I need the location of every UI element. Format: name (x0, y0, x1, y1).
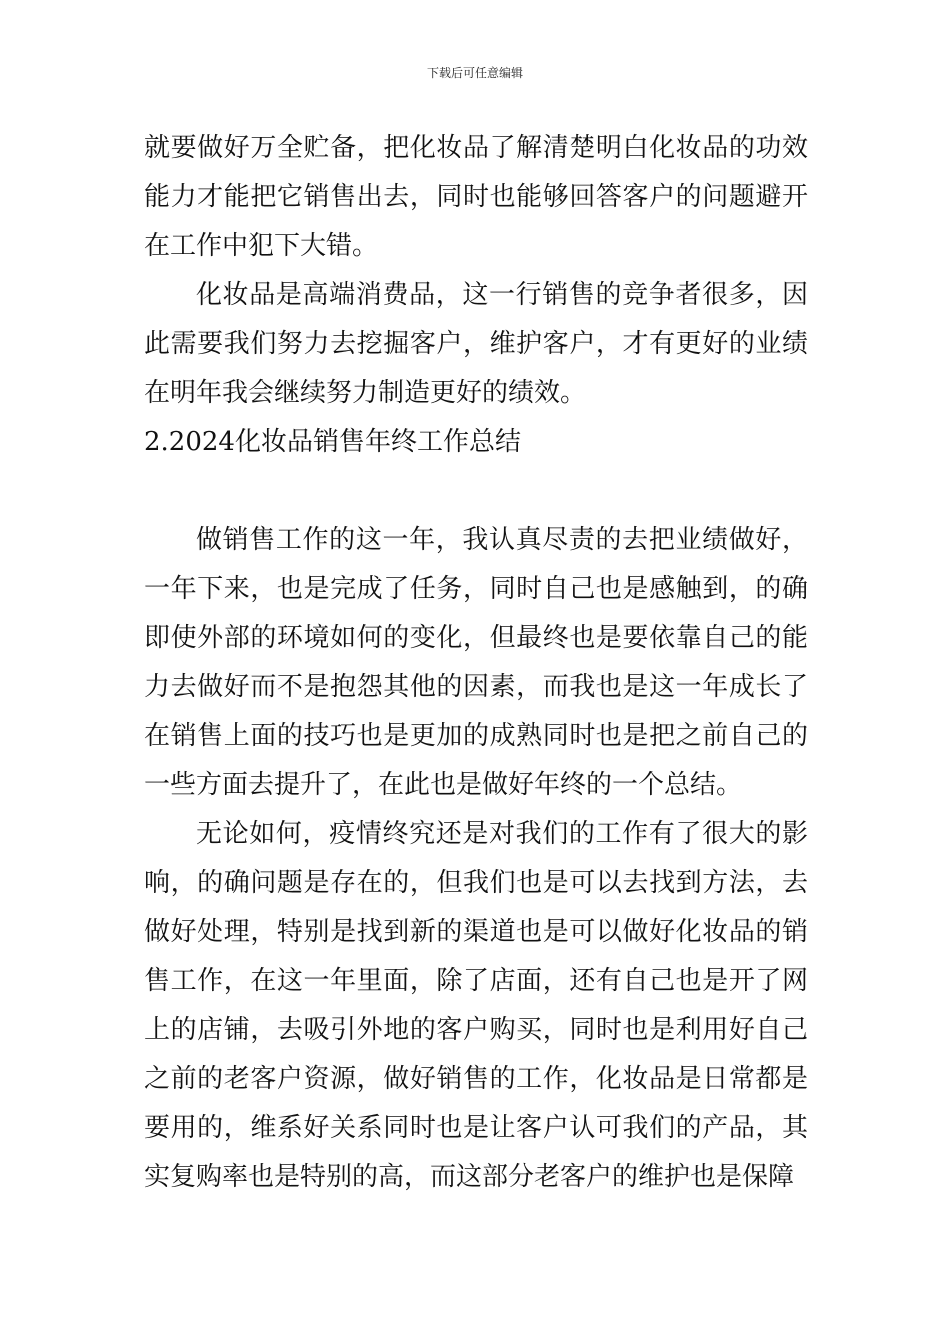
blank-line (144, 467, 808, 516)
section-title: 2.2024化妆品销售年终工作总结 (144, 427, 521, 457)
document-body (144, 124, 808, 1202)
paragraph-4: 无论如何，疫情终究还是对我们的工作有了很大的影响，的确问题是存在的，但我们也是可以去找到方法，去做好处理，特别是找到新的渠道也是可以做好化妆品的销售工作，在这一年里面，除了店面，还有自己也是开了网上的店铺，去吸引外地的客户购买，同时也是利用好自己之前的老客户资源，做好销售的工作，化妆品是日常都是要用的，维系好关系同时也是让客户认可我们的产品，其实复购率也是特别的高，而这部分老客户的维护也是保障 (144, 819, 808, 1192)
paragraph-3: 做销售工作的这一年，我认真尽责的去把业绩做好，一年下来，也是完成了任务，同时自己也是感触到，的确即使外部的环境如何的变化，但最终也是要依靠自己的能力去做好而不是抱怨其他的因素，而我也是这一年成长了在销售上面的技巧也是更加的成熟同时也是把之前自己的一些方面去提升了，在此也是做好年终的一个总结。 (144, 525, 808, 800)
page-header: 下载后可任意编辑 (426, 66, 523, 80)
paragraph-1: 就要做好万全贮备，把化妆品了解清楚明白化妆品的功效能力才能把它销售出去，同时也能够回答客户的问题避开在工作中犯下大错。 (144, 133, 808, 261)
paragraph-2: 化妆品是高端消费品，这一行销售的竞争者很多，因此需要我们努力去挖掘客户，维护客户，才有更好的业绩在明年我会继续努力制造更好的绩效。 (144, 280, 808, 408)
